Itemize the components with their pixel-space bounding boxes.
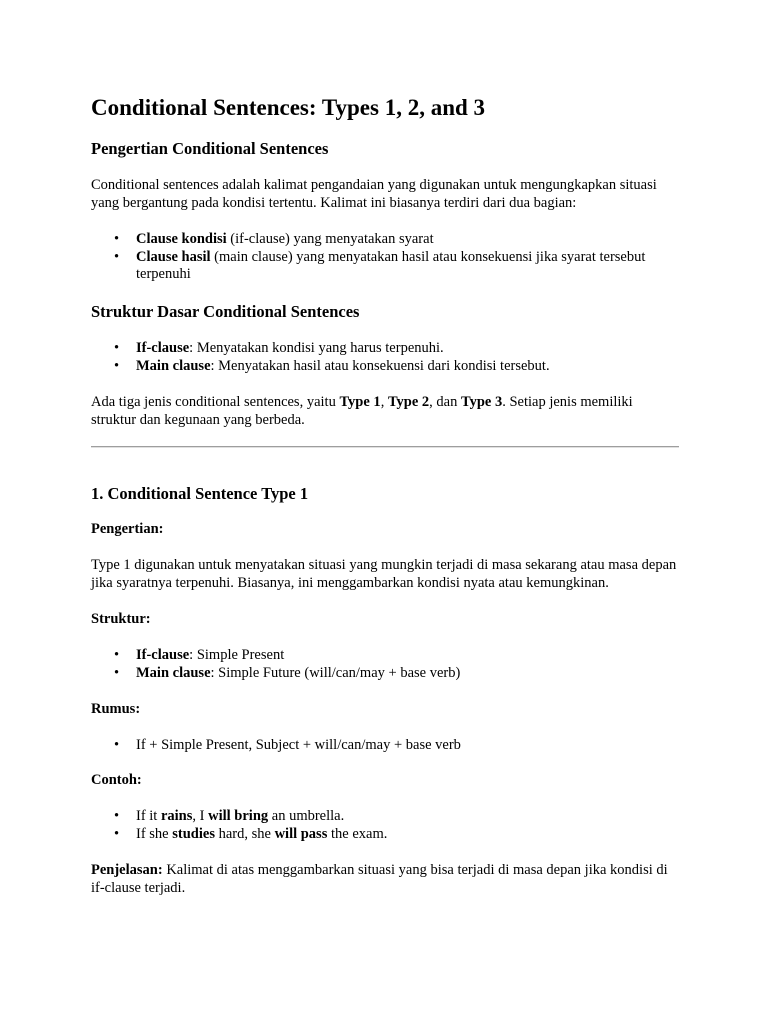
- emphasis-verb: rains: [160, 808, 193, 824]
- text-fragment: hard, she: [214, 825, 275, 842]
- heading-type-1: 1. Conditional Sentence Type 1: [91, 484, 309, 503]
- list-type1-contoh: [91, 808, 679, 843]
- term-type-3: Type 3: [460, 394, 503, 410]
- section-divider: [91, 446, 679, 448]
- paragraph-penjelasan: [91, 862, 679, 897]
- bullet-marker: •: [114, 340, 120, 356]
- text-fragment: , dan: [429, 394, 461, 410]
- term-type-2: Type 2: [387, 394, 430, 410]
- desc-clause-kondisi: (if-clause) yang menyatakan syarat: [226, 231, 434, 247]
- list-item: [91, 231, 679, 249]
- list-struktur-dasar: [91, 340, 679, 375]
- desc-clause-hasil: (main clause) yang menyatakan hasil atau konsekuensi jika syarat tersebut terpenuhi: [136, 248, 646, 282]
- heading-struktur-dasar: Struktur Dasar Conditional Sentences: [91, 302, 360, 321]
- bullet-marker: •: [114, 737, 120, 753]
- term-clause-kondisi: Clause kondisi: [136, 231, 227, 247]
- desc-main-clause: : Menyatakan hasil atau konsekuensi dari kondisi tersebut.: [210, 357, 550, 374]
- term-main-clause: Main clause: [136, 357, 211, 374]
- list-item: [91, 249, 679, 284]
- list-type1-rumus: [91, 737, 679, 755]
- list-type1-struktur: [91, 647, 679, 682]
- heading-pengertian: Pengertian Conditional Sentences: [91, 139, 329, 158]
- bullet-marker: •: [114, 248, 120, 265]
- list-item: [91, 647, 679, 665]
- list-item: [91, 826, 679, 844]
- label-rumus: Rumus:: [91, 701, 141, 717]
- bullet-marker: •: [114, 357, 120, 374]
- emphasis-verb: will bring: [208, 808, 269, 824]
- text-fragment: . Setiap jenis memiliki struktur dan kegunaan yang berbeda.: [91, 394, 633, 428]
- rumus-formula: If + Simple Present, Subject + will/can/may + base verb: [136, 737, 461, 753]
- bullet-marker: •: [114, 231, 120, 247]
- desc-if-clause: : Simple Present: [189, 647, 285, 663]
- desc-main-clause: : Simple Future (will/can/may + base verb): [210, 664, 461, 681]
- list-item: [91, 358, 679, 376]
- term-type-1: Type 1: [339, 394, 381, 410]
- bullet-marker: •: [114, 664, 120, 681]
- list-clause-parts: [91, 231, 679, 284]
- term-if-clause: If-clause: [136, 340, 190, 356]
- list-item: [91, 340, 679, 358]
- term-clause-hasil: Clause hasil: [136, 248, 211, 265]
- list-item: [91, 808, 679, 826]
- text-fragment: ,: [380, 394, 388, 410]
- bullet-marker: •: [114, 647, 120, 663]
- bullet-marker: •: [114, 825, 120, 842]
- label-pengertian: Pengertian:: [91, 521, 164, 537]
- paragraph-three-types: [91, 394, 679, 429]
- text-fragment: an umbrella.: [268, 808, 345, 824]
- text-fragment: Ada tiga jenis conditional sentences, yaitu: [91, 394, 340, 410]
- text-fragment: , I: [192, 808, 209, 824]
- term-if-clause: If-clause: [136, 647, 190, 663]
- label-struktur: Struktur:: [91, 611, 151, 627]
- penjelasan-text: Kalimat di atas menggambarkan situasi yang bisa terjadi di masa depan jika kondisi di if-clause terjadi.: [91, 862, 668, 896]
- emphasis-verb: will pass: [274, 825, 328, 842]
- bullet-marker: •: [114, 808, 120, 824]
- paragraph-type1-pengertian: Type 1 digunakan untuk menyatakan situasi yang mungkin terjadi di masa sekarang atau masa depan jika syaratnya terpenuhi. Biasanya, ini menggambarkan kondisi nyata atau kemungkinan.: [91, 557, 677, 591]
- desc-if-clause: : Menyatakan kondisi yang harus terpenuhi.: [189, 340, 444, 356]
- document-title: Conditional Sentences: Types 1, 2, and 3: [91, 95, 486, 120]
- list-item: [91, 737, 679, 755]
- list-item: [91, 665, 679, 683]
- paragraph-pengertian: Conditional sentences adalah kalimat pengandaian yang digunakan untuk mengungkapkan situasi yang bergantung pada kondisi tertentu. Kalimat ini biasanya terdiri dari dua bagian:: [91, 177, 657, 211]
- label-penjelasan: Penjelasan:: [91, 862, 163, 878]
- text-fragment: the exam.: [327, 825, 388, 842]
- emphasis-verb: studies: [172, 825, 215, 842]
- term-main-clause: Main clause: [136, 664, 211, 681]
- text-fragment: If she: [136, 825, 173, 842]
- text-fragment: If it: [136, 808, 161, 824]
- label-contoh: Contoh:: [91, 772, 142, 788]
